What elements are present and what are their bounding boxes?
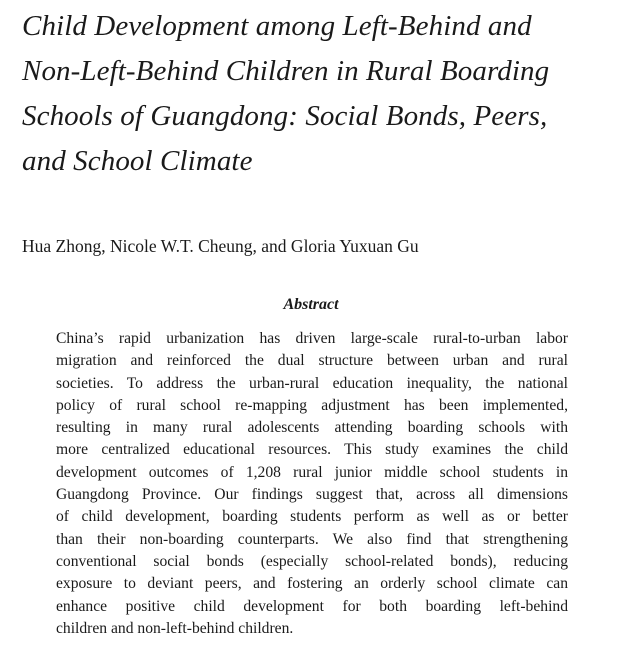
- author-list: Hua Zhong, Nicole W.T. Cheung, and Gloria Yuxuan Gu: [22, 236, 419, 256]
- abstract-line: migration and reinforced the dual structure between urban and rural: [56, 352, 568, 370]
- abstract-line: resulting in many rural adolescents attending boarding schools with: [56, 419, 568, 437]
- abstract-line: of child development, boarding students perform as well as or better: [56, 508, 568, 526]
- abstract-line: China’s rapid urbanization has driven large-scale rural-to-urban labor: [56, 330, 568, 347]
- title-line: Schools of Guangdong: Social Bonds, Peers,: [22, 100, 548, 132]
- paper-title: [22, 4, 612, 184]
- abstract-line: children and non-left-behind children.: [56, 619, 294, 637]
- abstract-line: policy of rural school re-mapping adjustment has been implemented,: [56, 396, 568, 414]
- abstract-line: than their non-boarding counterparts. We also find that strengthening: [56, 530, 568, 548]
- abstract-line: Guangdong Province. Our findings suggest that, across all dimensions: [56, 486, 568, 504]
- abstract-line: conventional social bonds (especially school-related bonds), reducing: [56, 552, 568, 570]
- title-line: and School Climate: [22, 145, 253, 177]
- abstract-line: societies. To address the urban-rural education inequality, the national: [56, 374, 568, 392]
- abstract-body: [56, 328, 568, 640]
- title-line: Non-Left-Behind Children in Rural Boarding: [22, 55, 550, 87]
- abstract-line: development outcomes of 1,208 rural junior middle school students in: [56, 463, 568, 481]
- abstract-heading: Abstract: [283, 296, 339, 313]
- abstract-line: exposure to deviant peers, and fostering an orderly school climate can: [56, 575, 568, 593]
- abstract-line: more centralized educational resources. This study examines the child: [56, 441, 568, 459]
- abstract-line: enhance positive child development for both boarding left-behind: [56, 597, 568, 615]
- title-line: Child Development among Left-Behind and: [22, 10, 532, 42]
